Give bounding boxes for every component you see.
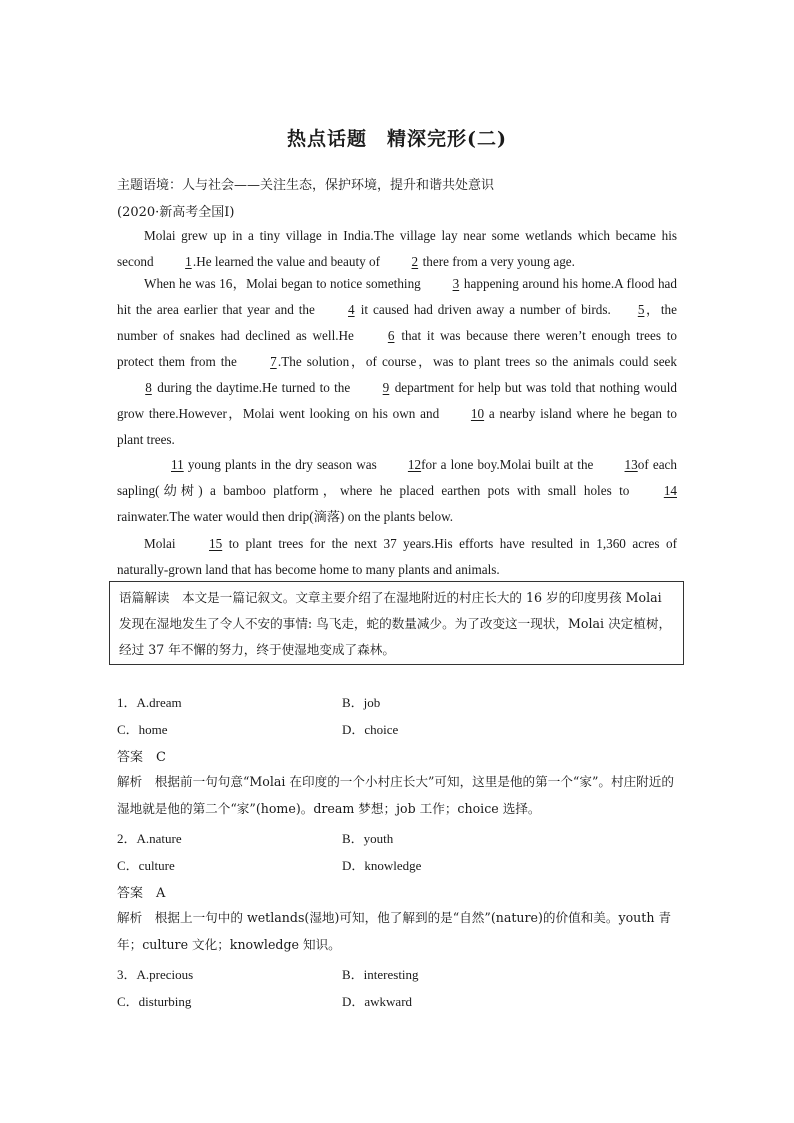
q1-option-a[interactable]: 1．A.dream	[117, 695, 182, 710]
passage-text: rainwater.The water would then drip(滴落) on the plants below.	[117, 509, 454, 524]
passage-text: of each sapling(幼树) a bamboo platform，where he placed earthen pots with small holes to	[117, 457, 677, 498]
q2-answer: 答案 A	[117, 886, 166, 901]
blank-9[interactable]: 9	[382, 380, 390, 395]
passage-text: to plant trees for the next 37 years.His efforts have resulted in 1,360 acres of naturally-grown land that has become home to many plants and animals.	[117, 536, 677, 577]
blank-2[interactable]: 2	[411, 254, 419, 269]
passage-paragraph-2	[117, 271, 677, 453]
q1-explanation: 解析 根据前一句句意“Molai 在印度的一个小村庄长大”可知，这里是他的第一个“家”。村庄附近的湿地就是他的第二个“家”(home)。dream 梦想；job 工作；choice 选择。	[117, 774, 674, 816]
q3-option-b[interactable]: B．interesting	[342, 967, 419, 982]
passage-paragraph-4	[117, 531, 677, 583]
passage-text: there from a very young age.	[419, 254, 575, 269]
passage-text: department for help but was told that nothing would grow there.However，Molai went looking on his own and	[117, 380, 677, 421]
blank-3[interactable]: 3	[452, 276, 460, 291]
blank-11[interactable]: 11	[171, 457, 184, 472]
blank-4[interactable]: 4	[348, 302, 355, 317]
passage-paragraph-3	[117, 452, 677, 530]
blank-7[interactable]: 7	[270, 354, 277, 369]
passage-text: young plants in the dry season was	[183, 457, 381, 472]
theme-line: 主题语境：人与社会——关注生态，保护环境，提升和谐共处意识	[117, 178, 495, 193]
source-line: (2020·新高考全国Ⅰ)	[117, 205, 235, 220]
blank-8[interactable]: 8	[145, 380, 152, 395]
q1-option-b[interactable]: B．job	[342, 695, 381, 710]
passage-text: When he was 16，Molai began to notice something	[144, 276, 425, 291]
passage-text: during the daytime.He turned to the	[153, 380, 355, 395]
q2-option-a[interactable]: 2．A.nature	[117, 831, 182, 846]
q2-explanation: 解析 根据上一句中的 wetlands(湿地)可知，他了解到的是“自然”(nature)的价值和美。youth 青年；culture 文化；knowledge 知识。	[117, 910, 672, 952]
q1-option-c[interactable]: C．home	[117, 722, 168, 737]
q3-option-a[interactable]: 3．A.precious	[117, 967, 194, 982]
q1-answer: 答案 C	[117, 750, 166, 765]
blank-10[interactable]: 10	[470, 406, 485, 421]
page-title: 热点话题 精深完形(二)	[287, 128, 507, 150]
passage-text: for a lone boy.Molai built at the	[421, 457, 598, 472]
q1-option-d[interactable]: D．choice	[342, 722, 399, 737]
blank-6[interactable]: 6	[387, 328, 395, 343]
passage-paragraph-1	[117, 223, 677, 275]
blank-13[interactable]: 13	[624, 457, 638, 472]
passage-text: ，the number of snakes had declined as well.He	[117, 302, 677, 343]
passage-text: it caused had driven away a number of birds.	[355, 302, 611, 317]
passage-text: Molai	[144, 536, 183, 551]
passage-text: Molai grew up in a tiny village in India.The village lay near some wetlands which became his second	[117, 228, 677, 269]
blank-5[interactable]: 5	[637, 302, 645, 317]
blank-14[interactable]: 14	[663, 483, 677, 498]
reading-summary-text: 语篇解读 本文是一篇记叙文。文章主要介绍了在湿地附近的村庄长大的 16 岁的印度男孩 Molai 发现在湿地发生了令人不安的事情: 鸟飞走，蛇的数量减少。为了改变这一现状，Molai 决定植树，经过 37 年不懈的努力，终于使湿地变成了森林。	[119, 590, 672, 657]
passage-text: a nearby island where he began to plant trees.	[117, 406, 677, 447]
q3-option-d[interactable]: D．awkward	[342, 994, 413, 1009]
passage-text: .The solution，of course，was to plant trees so the animals could seek	[277, 354, 677, 369]
passage-text: happening around his home.A flood had hit the area earlier that year and the	[117, 276, 677, 317]
blank-12[interactable]: 12	[407, 457, 422, 472]
blank-15[interactable]: 15	[209, 536, 223, 551]
q2-option-d[interactable]: D．knowledge	[342, 858, 422, 873]
blank-1[interactable]: 1	[185, 254, 192, 269]
q2-option-b[interactable]: B．youth	[342, 831, 394, 846]
passage-text: .He learned the value and beauty of	[192, 254, 384, 269]
q3-option-c[interactable]: C．disturbing	[117, 994, 192, 1009]
passage-text: that it was because there weren’t enough trees to protect them from the	[117, 328, 677, 369]
q2-option-c[interactable]: C．culture	[117, 858, 175, 873]
reading-summary-box	[109, 581, 684, 665]
